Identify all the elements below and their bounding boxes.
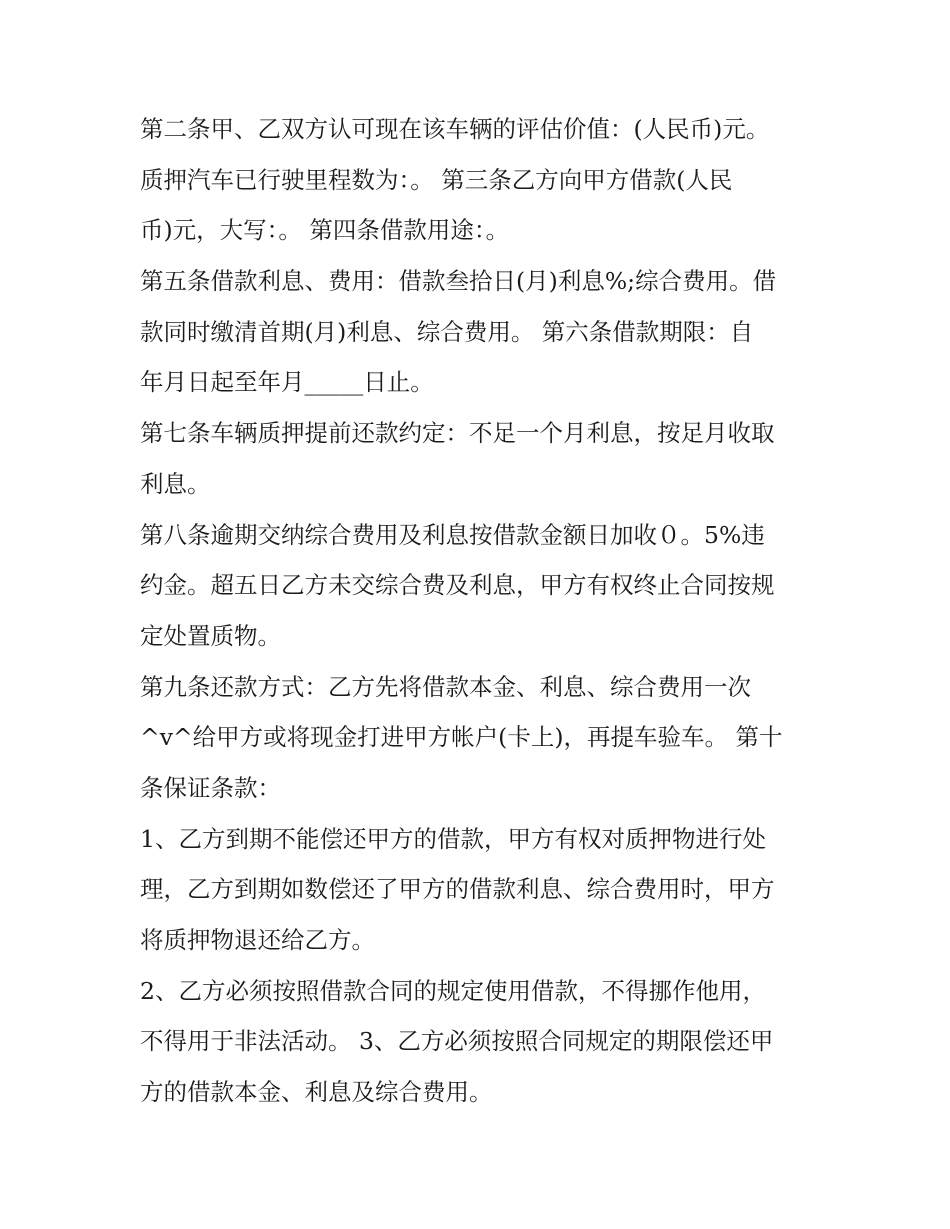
text-line: 款同时缴清首期(月)利息、综合费用。 第六条借款期限：自	[140, 317, 754, 346]
text-line: 第二条甲、乙双方认可现在该车辆的评估价值：(人民币)元。	[140, 115, 770, 143]
text-line: 第九条还款方式：乙方先将借款本金、利息、综合费用一次	[140, 672, 751, 701]
text-line: ^v^给甲方或将现金打进甲方帐户(卡上)，再提车验车。 第十	[140, 723, 783, 752]
text-line: 2、乙方必须按照借款合同的规定使用借款，不得挪作他用，	[140, 976, 766, 1005]
text-line: 第七条车辆质押提前还款约定：不足一个月利息，按足月收取	[140, 419, 775, 448]
text-line: 质押汽车已行驶里程数为：。 第三条乙方向甲方借款(人民	[140, 165, 733, 194]
text-line: 币)元，大写：。 第四条借款用途：。	[140, 216, 510, 245]
text-line: 条保证条款：	[140, 773, 281, 802]
text-line: 理，乙方到期如数偿还了甲方的借款利息、综合费用时，甲方	[140, 875, 775, 904]
text-line: 方的借款本金、利息及综合费用。	[140, 1078, 493, 1107]
text-line: 1、乙方到期不能偿还甲方的借款，甲方有权对质押物进行处	[140, 824, 766, 853]
text-line: 不得用于非法活动。 3、乙方必须按照合同规定的期限偿还甲	[140, 1027, 774, 1056]
document-body	[140, 104, 820, 1118]
text-line: 利息。	[140, 469, 211, 498]
text-line: 第五条借款利息、费用：借款叁拾日(月)利息%;综合费用。借	[140, 267, 777, 296]
text-line: 定处置质物。	[140, 621, 281, 650]
text-line: 约金。超五日乙方未交综合费及利息，甲方有权终止合同按规	[140, 571, 775, 600]
text-line: 第八条逾期交纳综合费用及利息按借款金额日加收０。5%违	[140, 520, 765, 549]
text-line: 年月日起至年月_____日止。	[140, 368, 434, 397]
text-line: 将质押物退还给乙方。	[140, 926, 375, 954]
